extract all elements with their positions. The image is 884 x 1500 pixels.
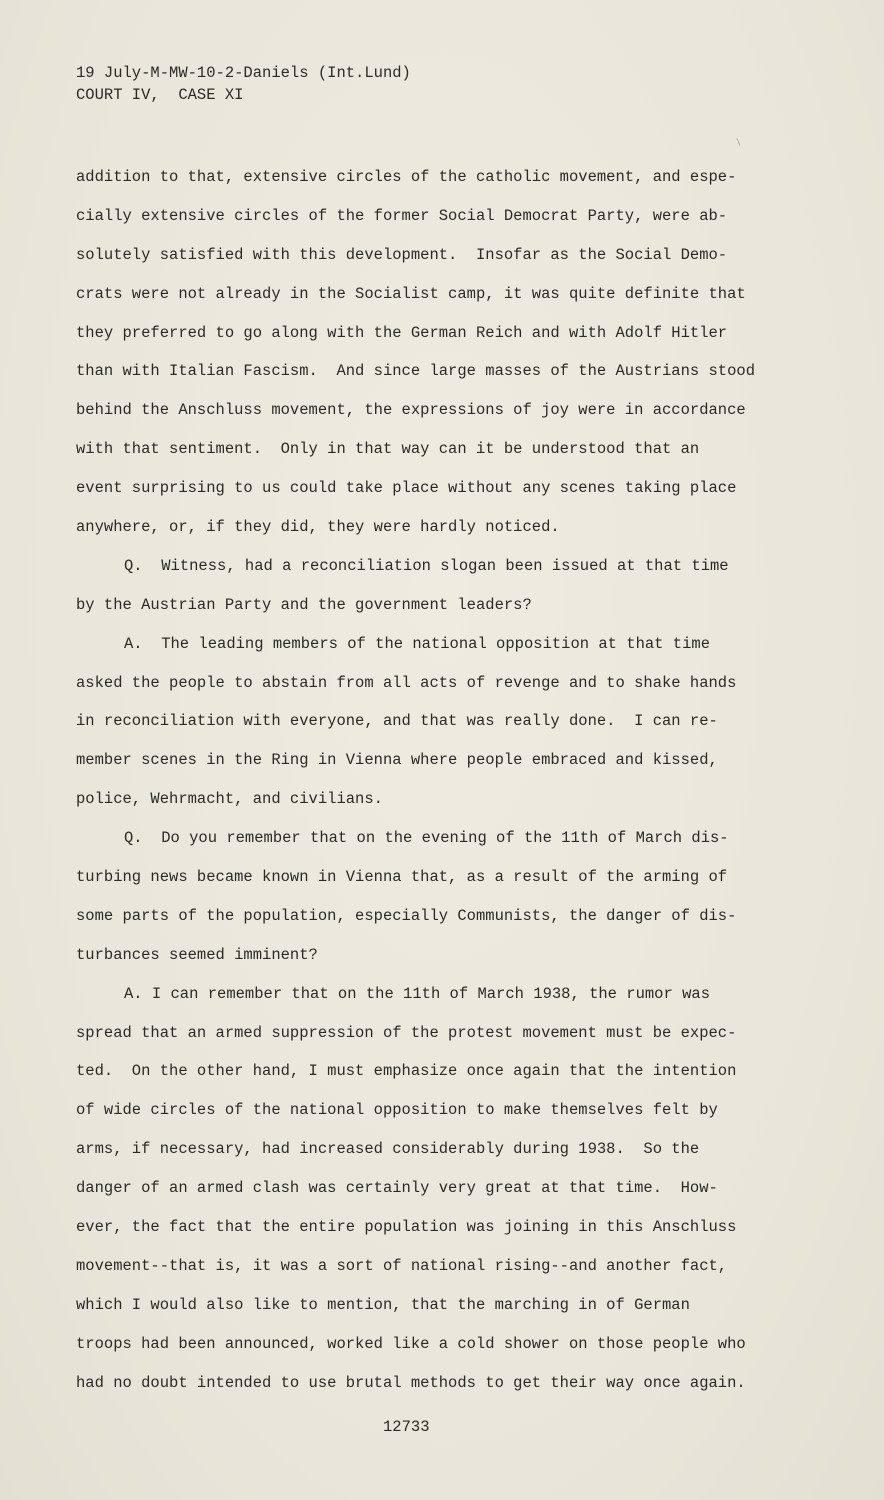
transcript-line: spread that an armed suppression of the protest movement must be expec- [76,1023,737,1042]
transcript-line: by the Austrian Party and the government leaders? [76,595,532,614]
transcript-line: they preferred to go along with the German Reich and with Adolf Hitler [76,323,728,342]
transcript-line: solutely satisfied with this development. Insofar as the Social Demo- [76,245,728,264]
document-header [76,62,836,106]
transcript-line: danger of an armed clash was certainly very great at that time. How- [76,1179,718,1198]
transcript-line: crats were not already in the Socialist camp, it was quite definite that [76,284,746,303]
transcript-line: A. The leading members of the national opposition at that time [124,634,710,653]
header-court-line: COURT IV, CASE XI [76,86,244,104]
transcript-line: ted. On the other hand, I must emphasize once again that the intention [76,1062,737,1081]
transcript-line: in reconciliation with everyone, and that was really done. I can re- [76,712,718,731]
transcript-line: troops had been announced, worked like a cold shower on those people who [76,1334,746,1353]
transcript-line: which I would also like to mention, that the marching in of German [76,1295,690,1314]
transcript-body [76,158,866,1403]
transcript-line: member scenes in the Ring in Vienna where people embraced and kissed, [76,751,718,770]
transcript-line: than with Italian Fascism. And since large masses of the Austrians stood [76,362,756,381]
header-session-line: 19 July-M-MW-10-2-Daniels (Int.Lund) [76,64,411,82]
transcript-line: with that sentiment. Only in that way can it be understood that an [76,440,700,459]
transcript-line: Q. Witness, had a reconciliation slogan been issued at that time [124,556,729,575]
transcript-line: asked the people to abstain from all acts of revenge and to shake hands [76,673,737,692]
transcript-line: cially extensive circles of the former Social Democrat Party, were ab- [76,206,728,225]
transcript-line: had no doubt intended to use brutal methods to get their way once again. [76,1373,746,1392]
transcript-line: turbances seemed imminent? [76,945,318,964]
transcript-line: police, Wehrmacht, and civilians. [76,790,383,809]
transcript-line: Q. Do you remember that on the evening of the 11th of March dis- [124,829,729,848]
transcript-line: event surprising to us could take place without any scenes taking place [76,479,737,498]
transcript-line: movement--that is, it was a sort of national rising--and another fact, [76,1256,728,1275]
transcript-line: A. I can remember that on the 11th of March 1938, the rumor was [124,984,710,1003]
transcript-line: arms, if necessary, had increased considerably during 1938. So the [76,1140,700,1159]
transcript-line: of wide circles of the national opposition to make themselves felt by [76,1101,718,1120]
paper-speck [736,138,740,146]
transcript-line: ever, the fact that the entire population was joining in this Anschluss [76,1218,737,1237]
transcript-line: behind the Anschluss movement, the expressions of joy were in accordance [76,401,746,420]
transcript-line: turbing news became known in Vienna that, as a result of the arming of [76,868,728,887]
transcript-line: some parts of the population, especially Communists, the danger of dis- [76,906,737,925]
page-number: 12733 [383,1418,430,1436]
transcript-line: anywhere, or, if they did, they were hardly noticed. [76,518,560,537]
transcript-line: addition to that, extensive circles of the catholic movement, and espe- [76,168,737,186]
